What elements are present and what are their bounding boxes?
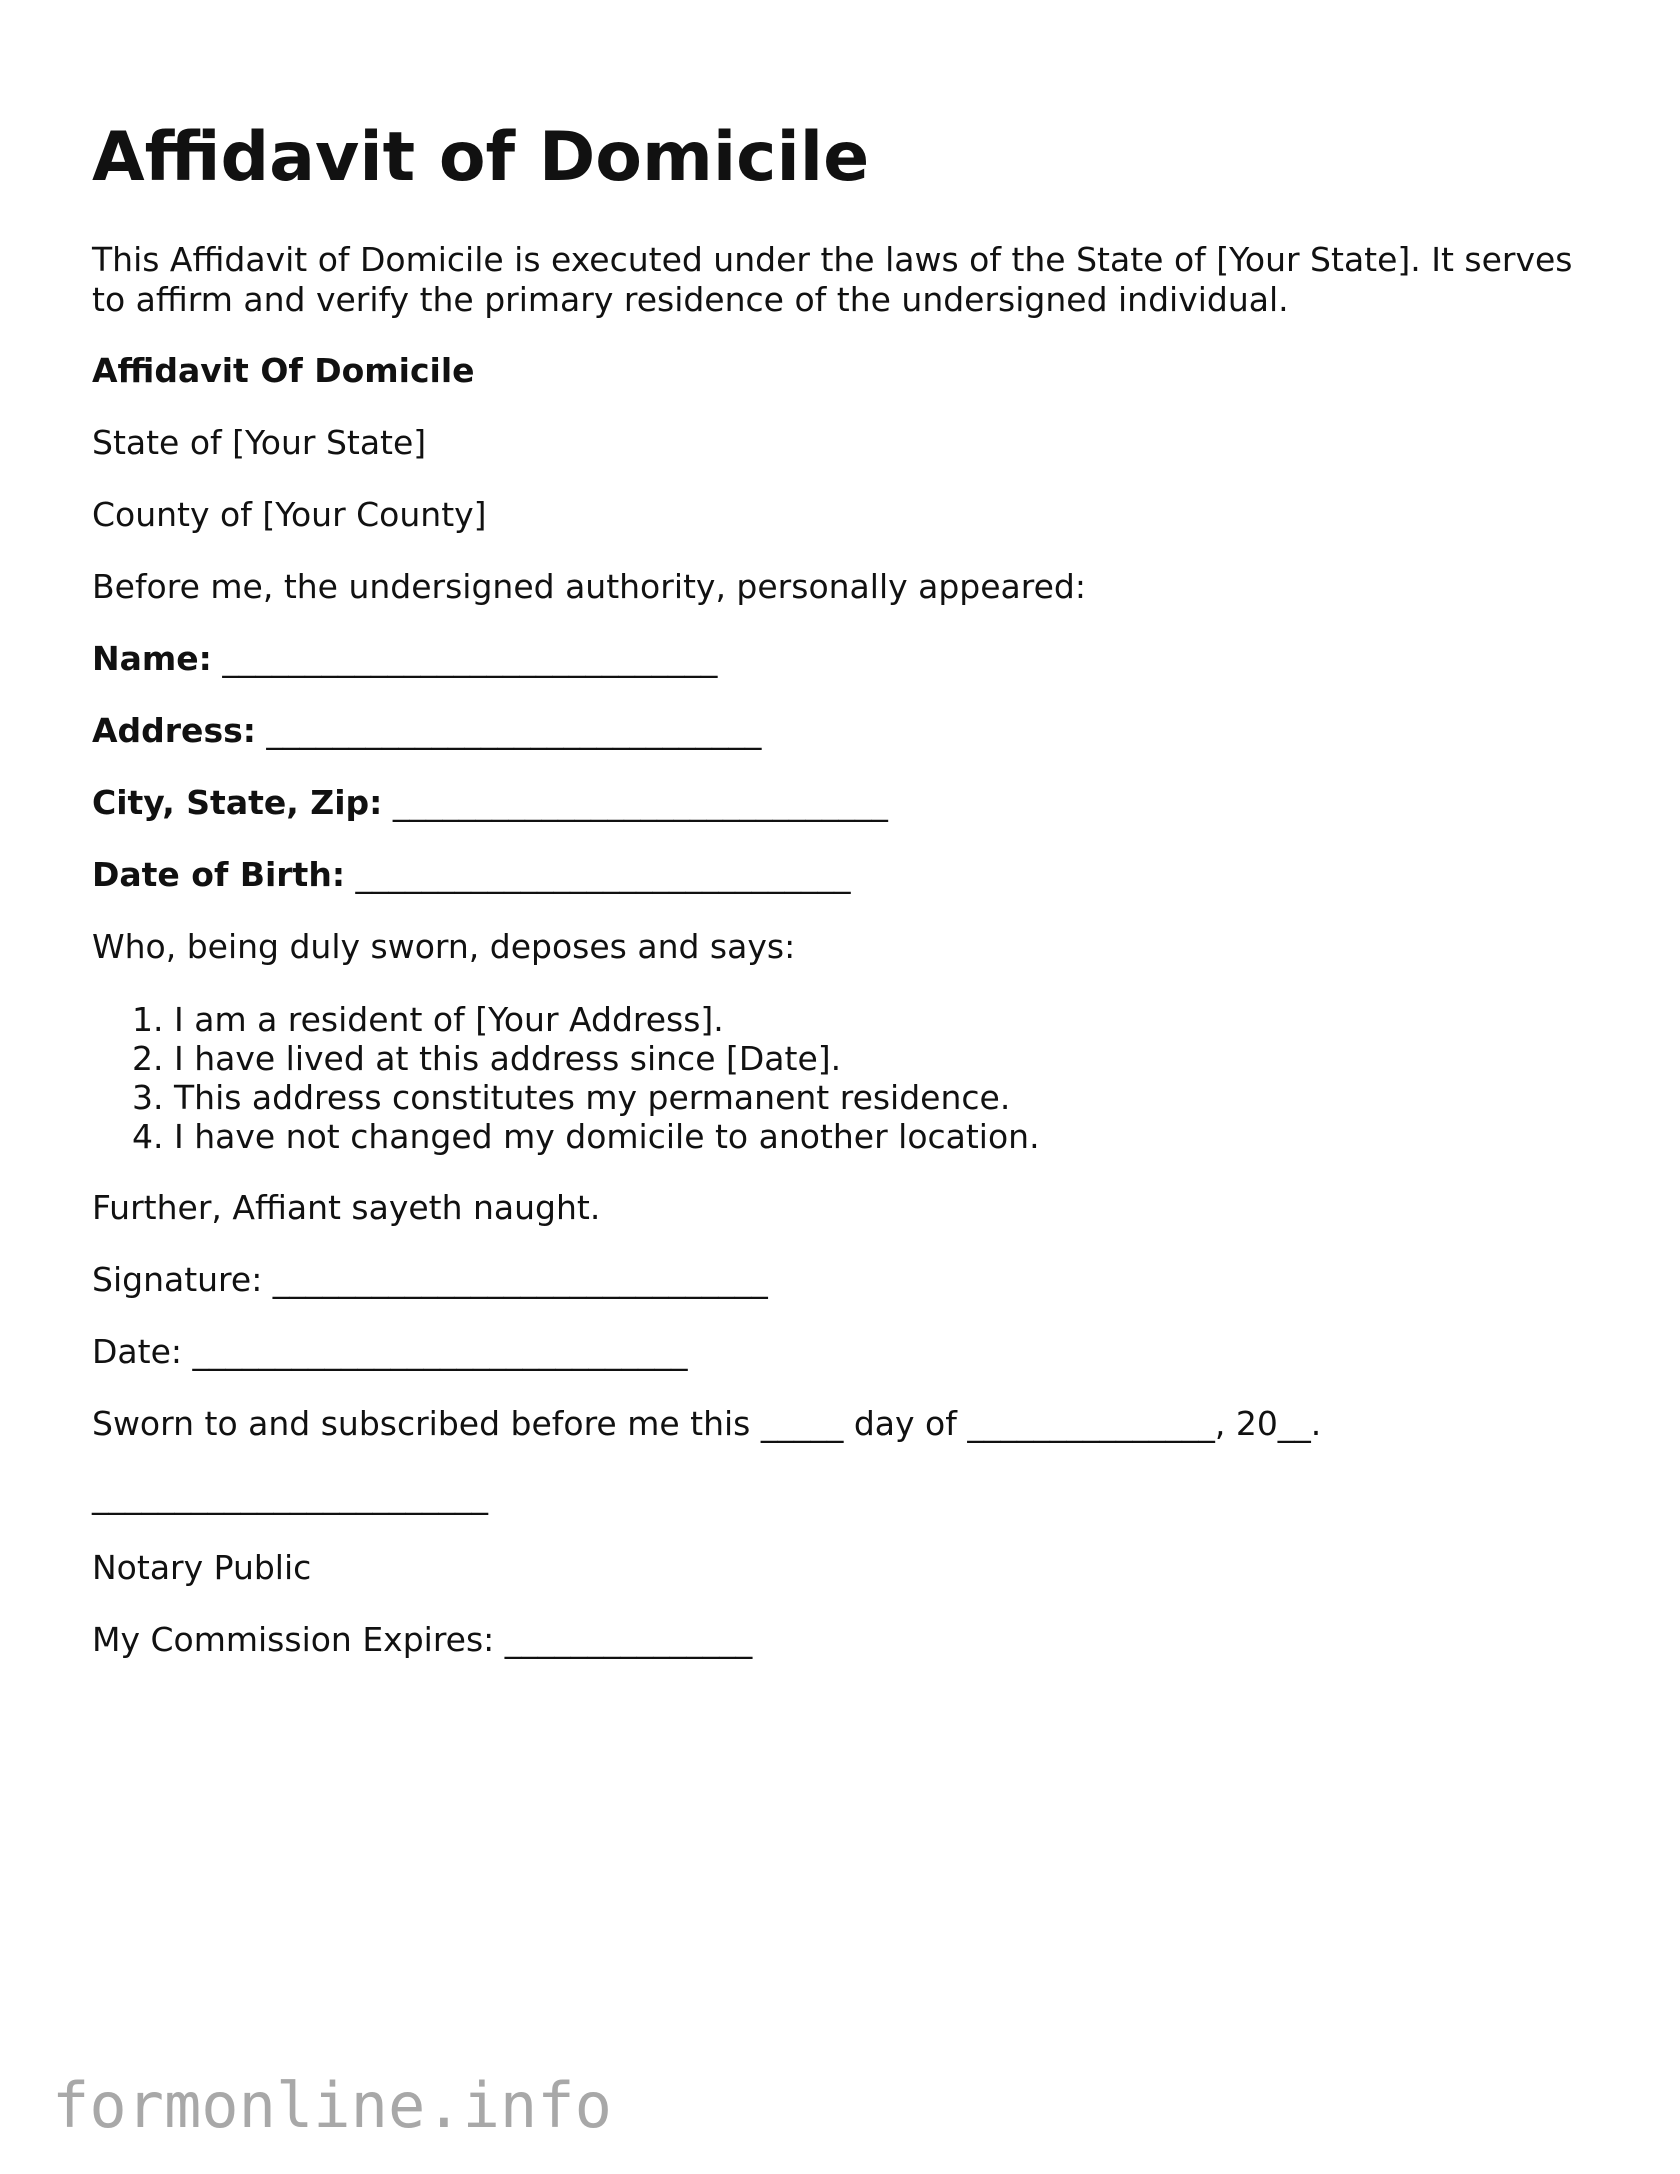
list-item [92, 1117, 1040, 1156]
subscribed-line: Sworn to and subscribed before me this _____ day of _______________, 20__. [92, 1404, 1322, 1443]
list-item-text: This address constitutes my permanent residence. [174, 1078, 1011, 1117]
appearance-line: Before me, the undersigned authority, personally appeared: [92, 567, 1086, 606]
watermark: formonline.info [52, 2069, 612, 2142]
statement-list [92, 1000, 1040, 1156]
list-item-number: 3. [132, 1078, 164, 1117]
list-item [92, 1078, 1040, 1117]
name-blank: ______________________________ [222, 639, 718, 678]
list-item-text: I have lived at this address since [Date]. [174, 1039, 842, 1078]
further-line: Further, Affiant sayeth naught. [92, 1188, 601, 1227]
city-state-zip-blank: ______________________________ [392, 783, 888, 822]
notary-signature-blank: ________________________ [92, 1476, 488, 1515]
list-item-number: 1. [132, 1000, 164, 1039]
date-of-birth-field [92, 855, 851, 895]
list-item-number: 4. [132, 1117, 164, 1156]
city-state-zip-label: City, State, Zip: [92, 783, 383, 822]
list-item-text: I have not changed my domicile to another location. [174, 1117, 1040, 1156]
signature-line: Signature: ______________________________ [92, 1260, 768, 1299]
list-item [92, 1039, 1040, 1078]
name-field [92, 639, 717, 679]
list-item-number: 2. [132, 1039, 164, 1078]
sworn-line: Who, being duly sworn, deposes and says: [92, 927, 796, 966]
list-item-text: I am a resident of [Your Address]. [174, 1000, 724, 1039]
intro-paragraph: This Affidavit of Domicile is executed under the laws of the State of [Your State]. It serves to affirm and verify the primary residence of the undersigned individual. [92, 240, 1573, 319]
notary-public-label: Notary Public [92, 1548, 312, 1587]
list-item [92, 1000, 1040, 1039]
date-line: Date: ______________________________ [92, 1332, 688, 1371]
address-blank: ______________________________ [266, 711, 762, 750]
date-of-birth-blank: ______________________________ [355, 855, 851, 894]
county-line: County of [Your County] [92, 495, 487, 534]
document-title: Affidavit of Domicile [92, 118, 870, 197]
state-line: State of [Your State] [92, 423, 427, 462]
name-label: Name: [92, 639, 212, 678]
commission-expires-line: My Commission Expires: _______________ [92, 1620, 753, 1659]
address-label: Address: [92, 711, 256, 750]
city-state-zip-field [92, 783, 888, 823]
section-heading: Affidavit Of Domicile [92, 351, 475, 390]
address-field [92, 711, 761, 751]
date-of-birth-label: Date of Birth: [92, 855, 346, 894]
